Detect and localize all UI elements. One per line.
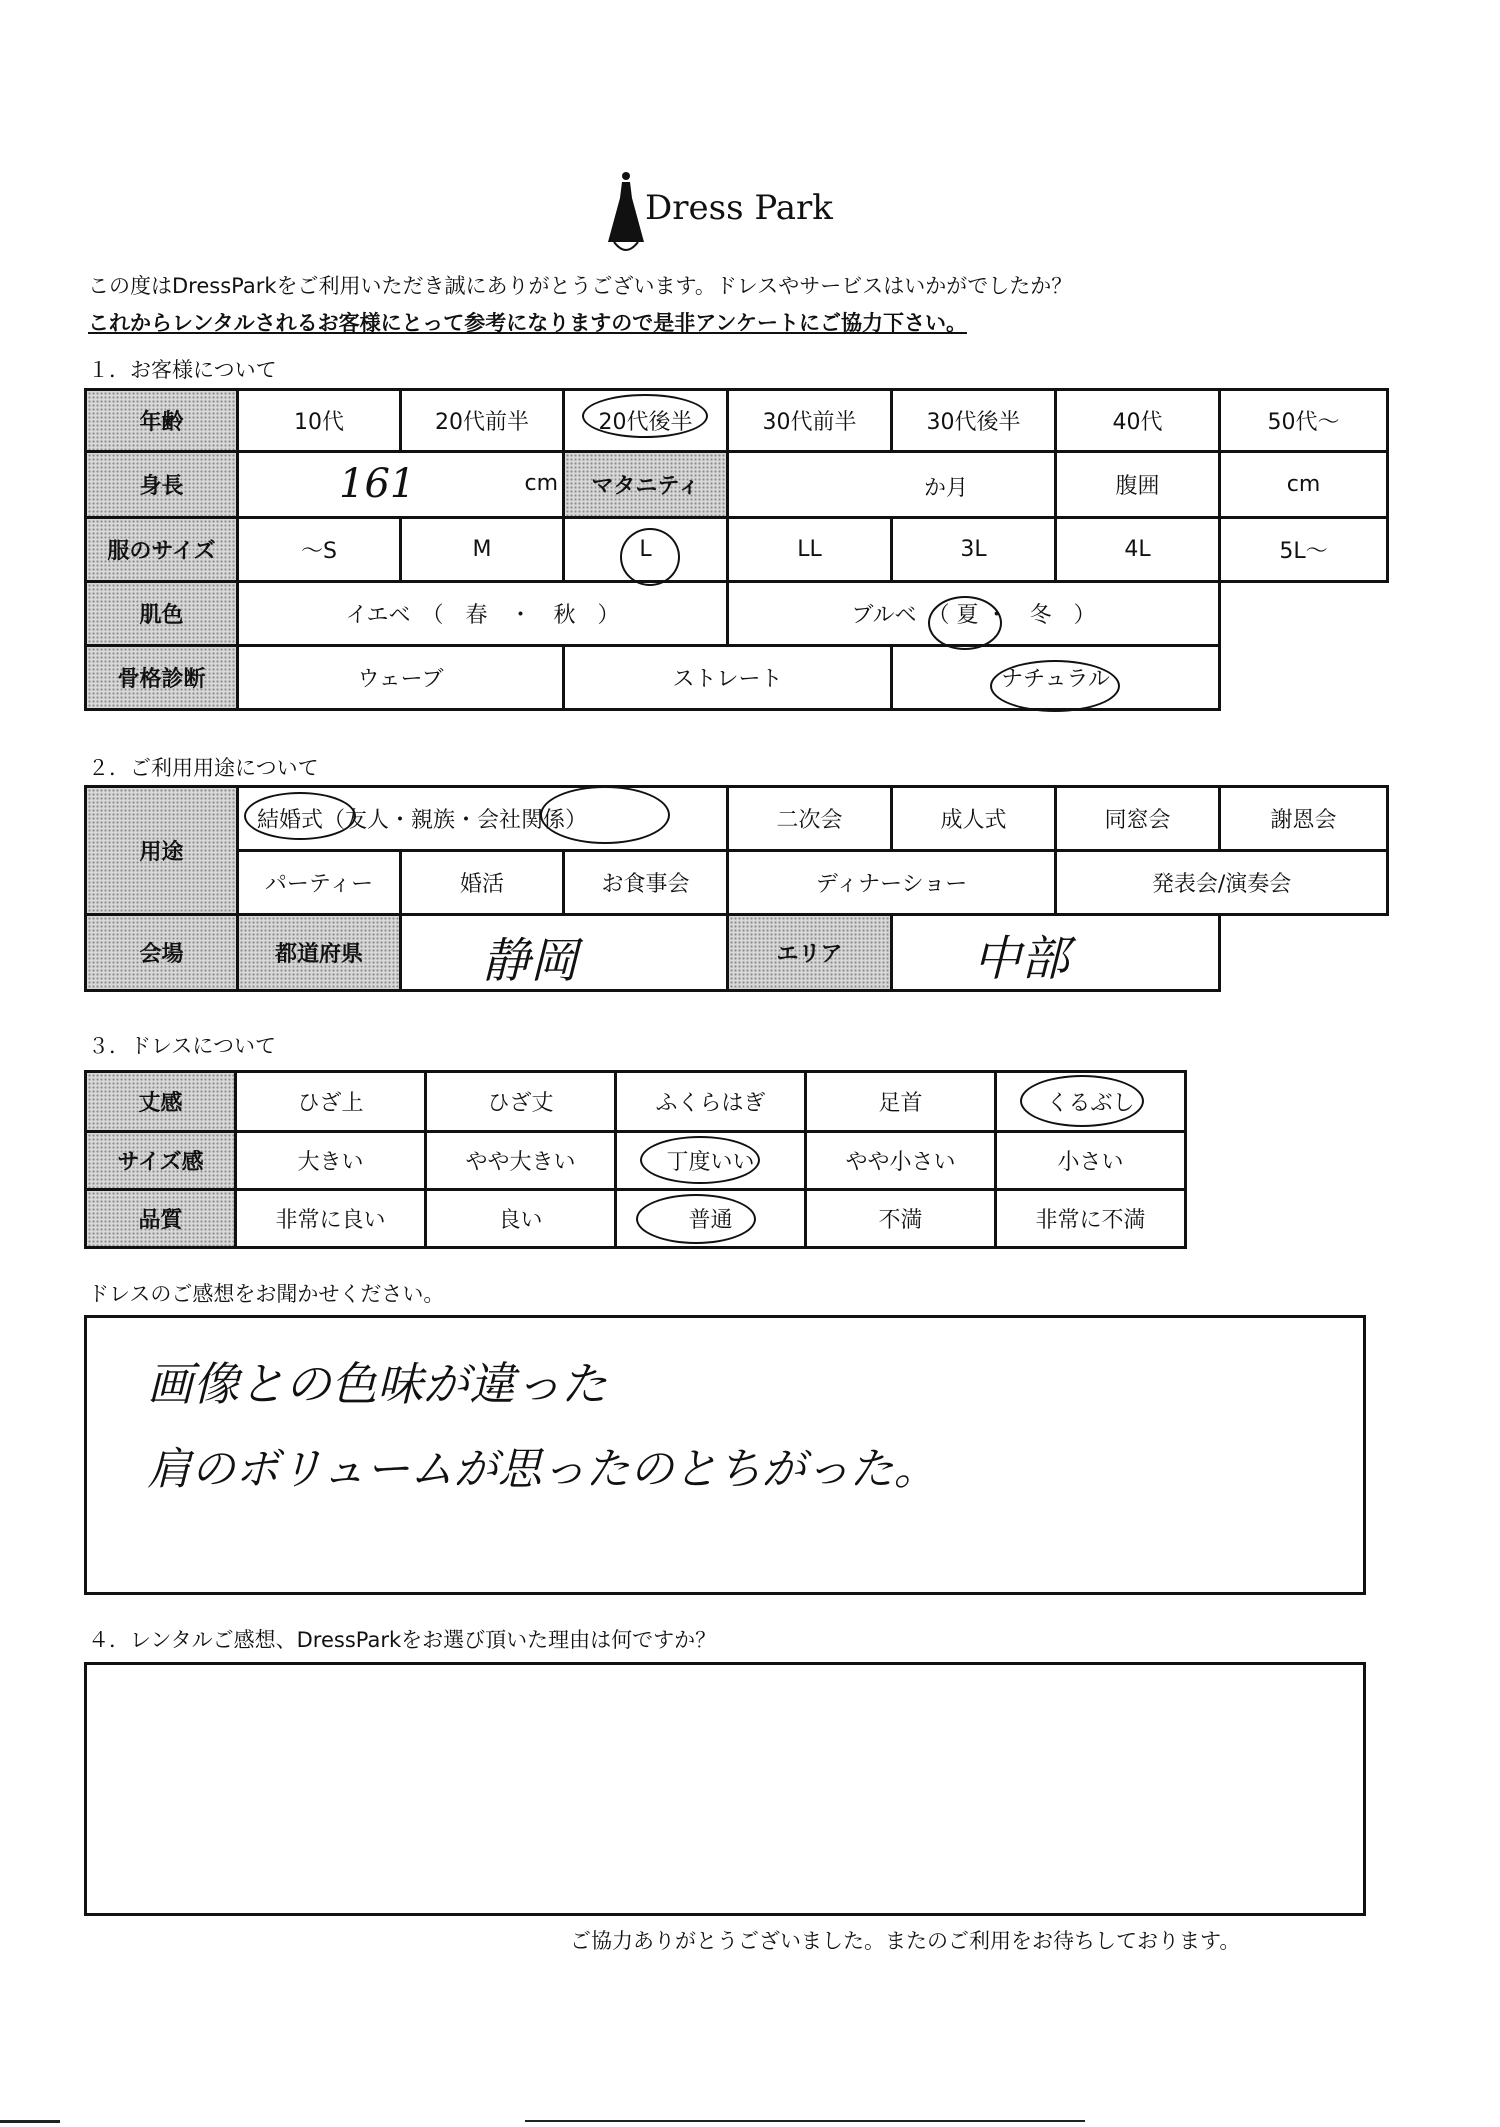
age-option[interactable]: 30代前半 — [728, 390, 892, 452]
maternity-label: マタニティ — [564, 452, 728, 518]
area-field[interactable] — [892, 915, 1220, 991]
impressions-line-1: 画像との色味が違った — [147, 1357, 607, 1411]
circle-mark-wedding — [244, 792, 356, 840]
circle-mark-size — [620, 528, 680, 586]
waist-field[interactable]: cm — [1220, 452, 1388, 518]
prefecture-value: 静岡 — [482, 933, 579, 989]
frame-option-selected[interactable]: ナチュラル — [892, 646, 1220, 710]
empty-cell — [1220, 582, 1388, 646]
frame-row — [86, 646, 1388, 710]
fit-option[interactable]: やや大きい — [426, 1132, 616, 1190]
usage-row-2 — [86, 851, 1388, 915]
circle-mark-company — [540, 786, 670, 844]
wedding-company: 会社関係 — [477, 808, 566, 833]
size-row — [86, 518, 1388, 582]
intro-line-1: この度はDressParkをご利用いただき誠にありがとうございます。ドレスやサービスはいかがでしたか？ — [88, 274, 1073, 298]
wedding-open: （ — [323, 808, 346, 833]
skin-blue-suffix: ・ 冬 ） — [985, 603, 1096, 628]
impressions-prompt: ドレスのご感想をお聞かせください。 — [88, 1282, 445, 1306]
venue-row — [86, 915, 1388, 991]
length-option-selected[interactable]: くるぶし — [996, 1072, 1186, 1132]
frame-option[interactable]: ストレート — [564, 646, 892, 710]
intro-line-2: これからレンタルされるお客様にとって参考になりますので是非アンケートにご協力下さい。 — [88, 311, 967, 335]
section-2-title: ２．ご利用用途について — [88, 756, 319, 780]
purpose-label: 用途 — [86, 787, 238, 915]
quality-option[interactable]: 非常に良い — [236, 1190, 426, 1248]
age-label: 年齢 — [86, 390, 238, 452]
skin-label: 肌色 — [86, 582, 238, 646]
area-label: エリア — [728, 915, 892, 991]
circle-mark-age — [582, 394, 708, 438]
scan-edge-mark — [525, 2120, 1085, 2122]
fit-option[interactable]: 大きい — [236, 1132, 426, 1190]
fit-option[interactable]: やや小さい — [806, 1132, 996, 1190]
section-1-title: １．お客様について — [88, 358, 277, 382]
circle-mark-frame — [990, 660, 1120, 712]
months-unit: か月 — [924, 476, 969, 501]
usage-option[interactable]: 二次会 — [728, 787, 892, 851]
usage-option[interactable]: 同窓会 — [1056, 787, 1220, 851]
age-option[interactable]: 40代 — [1056, 390, 1220, 452]
usage-option[interactable]: 成人式 — [892, 787, 1056, 851]
usage-option[interactable]: お食事会 — [564, 851, 728, 915]
height-row — [86, 452, 1388, 518]
age-option-selected[interactable]: 20代後半 — [564, 390, 728, 452]
empty-cell — [1220, 915, 1388, 991]
height-field[interactable] — [238, 452, 564, 518]
quality-option[interactable]: 非常に不満 — [996, 1190, 1186, 1248]
wedding-close: ） — [565, 808, 588, 833]
skin-blue-summer: 夏 — [956, 603, 979, 628]
brand-name: Dress Park — [645, 188, 833, 228]
age-option[interactable]: 30代後半 — [892, 390, 1056, 452]
waist-label: 腹囲 — [1056, 452, 1220, 518]
length-option[interactable]: ふくらはぎ — [616, 1072, 806, 1132]
quality-option-selected[interactable]: 普通 — [616, 1190, 806, 1248]
quality-option[interactable]: 不満 — [806, 1190, 996, 1248]
fit-option[interactable]: 小さい — [996, 1132, 1186, 1190]
prefecture-label: 都道府県 — [238, 915, 401, 991]
fit-label: サイズ感 — [86, 1132, 236, 1190]
frame-label: 骨格診断 — [86, 646, 238, 710]
size-option[interactable]: 3L — [892, 518, 1056, 582]
usage-option[interactable]: ディナーショー — [728, 851, 1056, 915]
circle-mark-quality — [636, 1194, 756, 1244]
venue-label: 会場 — [86, 915, 238, 991]
size-label: 服のサイズ — [86, 518, 238, 582]
size-option[interactable]: 4L — [1056, 518, 1220, 582]
circle-mark-fit — [640, 1136, 760, 1184]
usage-option[interactable]: 謝恩会 — [1220, 787, 1388, 851]
section-3-title: ３．ドレスについて — [88, 1034, 276, 1058]
usage-option[interactable]: 婚活 — [401, 851, 564, 915]
length-option[interactable]: ひざ丈 — [426, 1072, 616, 1132]
skin-yellow-option[interactable]: イエベ （ 春 ・ 秋 ） — [238, 582, 728, 646]
area-value: 中部 — [973, 931, 1070, 987]
age-option[interactable]: 20代前半 — [401, 390, 564, 452]
customer-info-table — [84, 388, 1389, 711]
length-option[interactable]: 足首 — [806, 1072, 996, 1132]
maternity-field[interactable] — [728, 452, 1056, 518]
empty-cell — [1220, 646, 1388, 710]
wedding-types: 友人・親族・ — [345, 808, 478, 833]
impressions-line-2: 肩のボリュームが思ったのとちがった。 — [147, 1444, 938, 1495]
age-row — [86, 390, 1388, 452]
age-option[interactable]: 50代～ — [1220, 390, 1388, 452]
skin-row — [86, 582, 1388, 646]
frame-option[interactable]: ウェーブ — [238, 646, 564, 710]
prefecture-field[interactable] — [401, 915, 728, 991]
size-option[interactable]: LL — [728, 518, 892, 582]
circle-mark-length — [1020, 1075, 1144, 1127]
size-option[interactable]: ～S — [238, 518, 401, 582]
section-4-title: ４．レンタルご感想、DressParkをお選び頂いた理由は何ですか？ — [88, 1628, 717, 1652]
wedding-label: 結婚式 — [257, 808, 324, 833]
length-label: 丈感 — [86, 1072, 236, 1132]
quality-label: 品質 — [86, 1190, 236, 1248]
closing-message: ご協力ありがとうございました。またのご利用をお待ちしております。 — [570, 1929, 1241, 1953]
size-option[interactable]: M — [401, 518, 564, 582]
length-option[interactable]: ひざ上 — [236, 1072, 426, 1132]
size-option[interactable]: 5L～ — [1220, 518, 1388, 582]
reason-box[interactable] — [84, 1662, 1366, 1916]
usage-option[interactable]: 発表会/演奏会 — [1056, 851, 1388, 915]
quality-option[interactable]: 良い — [426, 1190, 616, 1248]
height-unit: cm — [524, 471, 558, 496]
circle-mark-skin — [928, 596, 1002, 650]
height-label: 身長 — [86, 452, 238, 518]
fit-option-selected[interactable]: 丁度いい — [616, 1132, 806, 1190]
scan-edge-mark — [0, 2120, 60, 2123]
age-option[interactable]: 10代 — [238, 390, 401, 452]
impressions-box[interactable] — [84, 1315, 1366, 1595]
skin-blue-prefix: ブルベ （ — [851, 603, 950, 628]
size-option-selected[interactable]: L — [564, 518, 728, 582]
usage-option[interactable]: パーティー — [238, 851, 401, 915]
height-value: 161 — [339, 461, 416, 507]
fit-row — [86, 1132, 1186, 1190]
